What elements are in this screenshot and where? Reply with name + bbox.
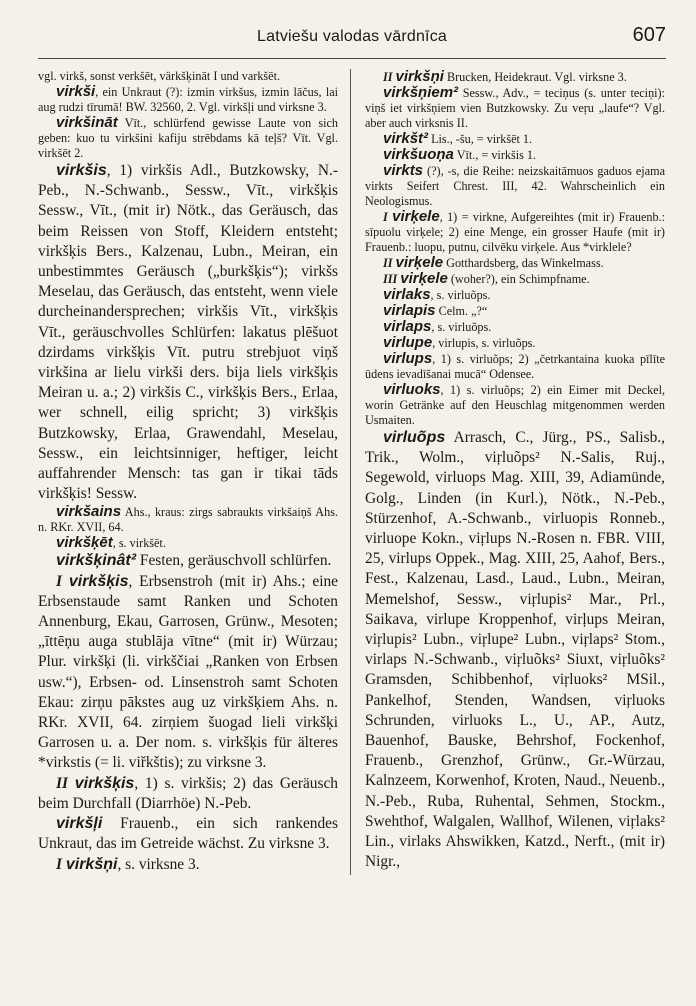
dictionary-entry <box>365 69 665 85</box>
homonym-number: II <box>56 774 75 792</box>
dictionary-entry <box>38 161 338 504</box>
dictionary-entry <box>365 147 665 163</box>
headword: virlupe <box>383 334 433 351</box>
dictionary-entry <box>365 163 665 209</box>
headword: virlaks <box>383 286 431 303</box>
entry-text: , 1) virkšis Adl., Butzkowsky, N.-Peb., N.-Schwanb., Sessw., Vīt., virkšķis Sessw., Vīt., (mit ir) Nötk., das Geräusch, das beim Reissen von Stoff, Kleidern entsteht; virkšķis Bers., Kalzenau, Lubn., Meiran, ein unbestimmtes Geräusch („burkšķis“); virkšs Meselau, das Geräusch, das entsteht, wenn viele durcheinandersprechen; virkšis Vīt., virkšķis Vīt., geräuschvolles Schlürfen: lakatus plēšuot dzirdams virkšķis Vīt. putru strebjuot viņš virkšina ar lielu virkši ders. bija liels virkšķis Meiran u. a.; 2) virkšis C., virkšķis Bers., Erlaa, wer schnell, eilig spricht; 3) virkšķis Butzkowsky, Erlaa, Grawendahl, Meselau, Sessw., ein leichtsinniger, heftiger, leicht auffahrender Mensch: tas gan ir tikai tāds virkšķis! Sessw. <box>38 162 338 503</box>
running-title: Latviešu valodas vārdnīca <box>257 28 447 45</box>
dictionary-entry <box>38 855 338 875</box>
dictionary-entry <box>365 351 665 382</box>
entry-text: , s. virksne 3. <box>117 855 200 873</box>
dictionary-entry <box>38 572 338 774</box>
entry-text: , 1) = virkne, Aufgereihtes (mit ir) Frauenb.: sīpuolu virķele; 2) eine Menge, ein grosser Haufe (mit ir) Frauenb.: luopu, putnu, cilvēku virķele. Aus *virklele? <box>365 210 665 254</box>
headword: virkšņiem² <box>383 84 459 101</box>
dictionary-entry <box>365 303 665 319</box>
entry-text: Arrasch, C., Jürg., PS., Salisb., Trik., Wolm., viŗluõps² N.-Salis, Ruj., Segewold, virluops Mag. XIII, 39, Adiamünde, Golg., Linden (in Kurl.), Nötk., N.-Peb., Stürzenhof, A.-Schwanb., virluopis Ronneb., virluope Kokn., viŗlups N.-Rosen n. FBR. VIII, 25, virlups Oppek., Mag. XIII, 25, Aahof, Bers., Fest., Kalzenau, Lasd., Laud., Lubn., Meiran, Memelshof, Sessw., viŗlupis² Mar., Prl., Saikava, virlupe Kroppenhof, virļups Meiran, viŗlupis² Lubn., viŗlupe² Lubn., viŗlaps² Stom., virlaps N.-Schwanb., viŗluõks² Siuxt, viŗluõks² Gramsden, Schibbenhof, viŗluoks² MSil., Pankelhof, Stenden, Wandsen, viŗluoks Schrunden, virluoks L., U., AP., Autz, Bauenhof, Bauske, Behrshof, Fockenhof, Frauenb., Grenzhof, Grünw., Gr.-Würzau, Kalnzeem, Korwenhof, Kroten, Naud., Neuenb., N.-Peb., Ruba, Ruhental, Sehmen, Stockm., Swehthof, Walgalen, Wallhof, Wilenen, viŗlaks² Lin., virlaks Ahswikken, Katzd., Nerft., (mit ir) Nigr., <box>365 429 665 871</box>
entry-text: , virlupis, s. virluõps. <box>432 336 536 350</box>
headword: virlups <box>383 350 433 367</box>
dictionary-entry <box>38 504 338 535</box>
dictionary-entry <box>365 131 665 147</box>
headword: virkšļi <box>56 815 103 833</box>
page-header <box>38 24 666 59</box>
entry-text: Frauenb., ein sich rankendes Unkraut, das im Getreide wächst. Zu virksne 3. <box>38 815 338 853</box>
headword: virķele <box>400 270 448 287</box>
entry-text: , ein Unkraut (?): izmin virkšus, izmin lāčus, lai aug rudzi tīrumā! BW. 32560, 2. Vgl. virkšļi und virksne 3. <box>38 85 338 114</box>
homonym-number: I <box>383 210 393 224</box>
headword: virkšt² <box>383 130 429 147</box>
headword: virluõps <box>383 429 446 446</box>
entry-text: , 1) s. virkšis; 2) das Geräusch beim Durchfall (Diarrhöe) N.-Peb. <box>38 774 338 812</box>
entry-text: , Erbsenstroh (mit ir) Ahs.; eine Erbsenstaude samt Ranken und Schoten Annenburg, Ekau, Garrosen, Grünw., Mesoten; „īttēņu auga stublāja vītne“ (mit ir) Würzau; Plur. virkšķi (li. virkščiai „Ranken von Erbsen usw.“), Erbsen- od. Linsenstroh samt Schoten Ekau: zirņu pākstes aug uz virkšķiem Ahs. n. RKr. XVII, 64. zirņiem šuogad lieli virkšķi Garrosen u. a. Der nom. s. virkšķis für älteres *virkstis (= li. viřkštis); zu virksne 3. <box>38 572 338 772</box>
headword: virkšuoņa <box>383 146 454 163</box>
entry-text: , s. virkšēt. <box>112 536 166 551</box>
two-column-body <box>38 69 666 875</box>
left-column <box>38 69 351 875</box>
headword: virkšķinât² <box>56 552 137 570</box>
homonym-number: III <box>383 272 401 286</box>
headword: virluoks <box>383 381 441 398</box>
entry-text: Brucken, Heidekraut. Vgl. virksne 3. <box>443 70 627 84</box>
homonym-number: I <box>56 855 66 873</box>
entry-text: , s. virluõps. <box>431 320 492 334</box>
dictionary-entry <box>38 84 338 115</box>
entry-text: Festen, geräuschvoll schlürfen. <box>136 552 332 570</box>
entry-text: Gotthardsberg, das Winkelmass. <box>443 256 604 270</box>
dictionary-entry <box>38 551 338 571</box>
dictionary-entry <box>365 428 665 872</box>
dictionary-entry <box>365 85 665 131</box>
right-column <box>351 69 665 875</box>
headword: virkšķis <box>74 774 135 792</box>
dictionary-entry <box>365 382 665 428</box>
headword: virkši <box>56 83 96 100</box>
headword: virkšķēt <box>56 534 113 552</box>
entry-text: Vīt., schlürfend gewisse Laute von sich geben: kuo tu virkšini kafiju strēbdams kā teļš? Vīt. Vgl. virkšēt 2. <box>38 116 338 160</box>
headword: virlapis <box>383 302 436 319</box>
entry-text: , s. virluõps. <box>430 288 491 302</box>
homonym-number: II <box>383 70 396 84</box>
dictionary-entry <box>365 335 665 351</box>
dictionary-entry <box>365 319 665 335</box>
headword: virkšains <box>56 503 122 521</box>
entry-text: Ahs., kraus: zirgs sabraukts virkšaiņš Ahs. n. RKr. XVII, 64. <box>38 505 338 535</box>
entry-text: , 1) s. virluõps; 2) ein Eimer mit Deckel, worin Getränke auf den Heuschlag mitgenommen werden Usmaiten. <box>365 383 665 427</box>
dictionary-entry <box>365 209 665 255</box>
headword: virkšis <box>56 162 107 179</box>
dictionary-entry <box>38 115 338 161</box>
dictionary-entry <box>38 814 338 854</box>
dictionary-entry <box>38 774 338 814</box>
dictionary-entry <box>38 535 338 551</box>
entry-text: , 1) s. virluõps; 2) „četrkantaina kuoka pīlīte ūdens ievadīšanai mucā“ Odensee. <box>365 352 665 381</box>
entry-text: Lis., -šu, = virkšēt 1. <box>428 132 533 146</box>
page-number: 607 <box>632 24 666 46</box>
dictionary-entry <box>365 255 665 271</box>
entry-text: (woher?), ein Schimpfname. <box>447 272 590 286</box>
entry-text: Celm. „?“ <box>435 304 488 318</box>
headword: virkšņi <box>65 855 118 873</box>
headword: virkts <box>383 162 424 179</box>
entry-text: vgl. virkš, sonst verkšēt, värkšķināt I und varkšēt. <box>38 69 281 83</box>
headword: virķele <box>395 254 444 271</box>
dictionary-entry <box>365 287 665 303</box>
headword: virķele <box>392 208 440 225</box>
headword: virkšināt <box>56 114 118 131</box>
entry-text: Vīt., = virkšis 1. <box>453 148 537 162</box>
homonym-number: II <box>383 256 396 270</box>
headword: virkšķis <box>68 572 129 590</box>
dictionary-entry <box>365 271 665 287</box>
headword: virkšņi <box>395 68 444 85</box>
entry-text: Sessw., Adv., = teciņus (s. unter teciņi): viņš iet virkšņiem vien Butzkowsky. Zu veŗu „laufe“? Vgl. aber auch virksnis II. <box>365 86 665 130</box>
headword: virlaps <box>383 318 432 335</box>
homonym-number: I <box>56 572 69 590</box>
dictionary-entry <box>38 69 338 84</box>
entry-text: (?), -s, die Reihe: neizskaitāmuos gaduos ejama virkts Seifert Chrest. III, 42. Wahrscheinlich ein Neologismus. <box>365 164 665 208</box>
